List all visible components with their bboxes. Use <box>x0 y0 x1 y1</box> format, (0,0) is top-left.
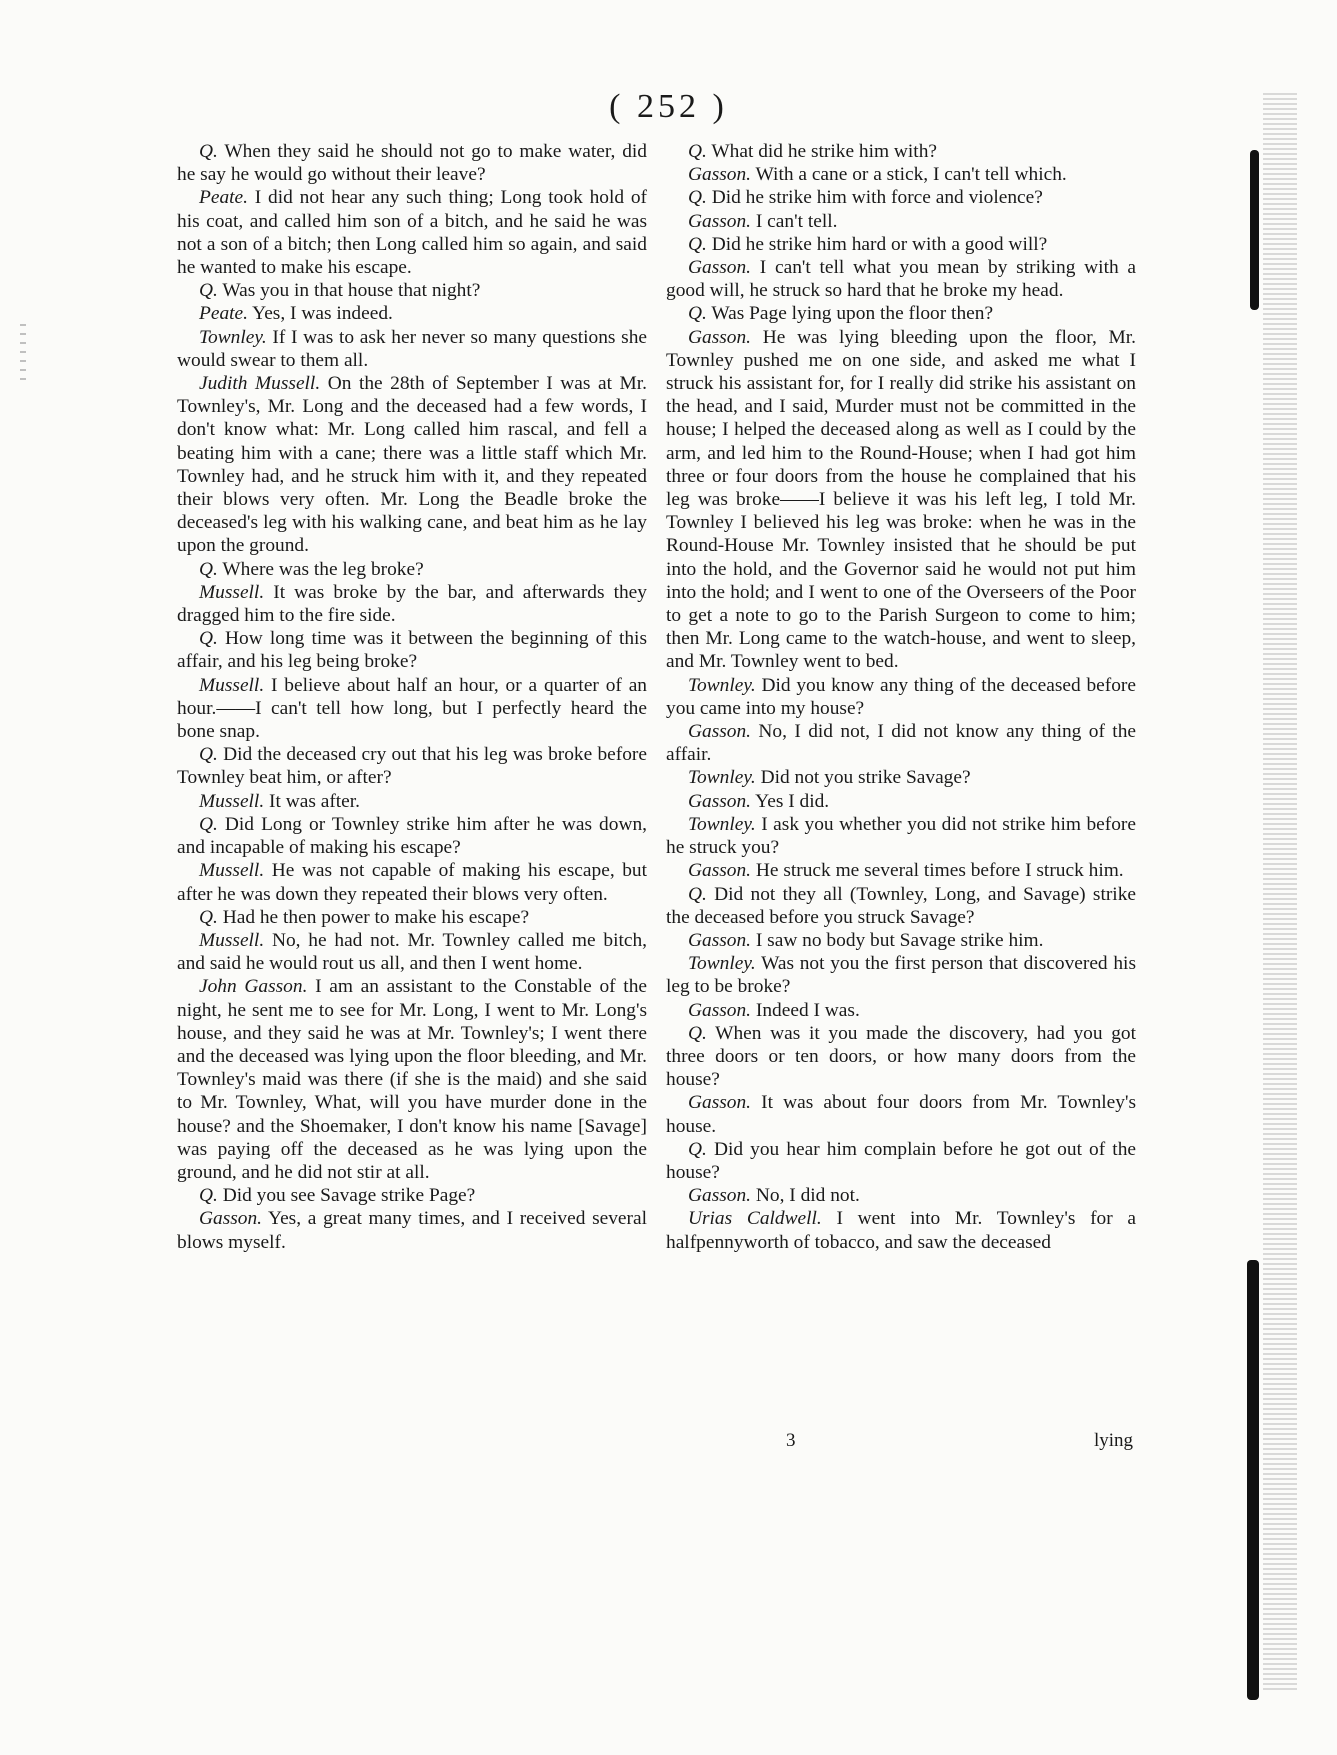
paragraph-text: It was broke by the bar, and afterwards they dragged him to the fire side. <box>177 581 647 627</box>
paragraph-text: Did he strike him with force and violence? <box>706 187 1043 209</box>
speaker-label: Q. <box>199 813 218 835</box>
speaker-label: Q. <box>199 141 218 162</box>
paragraph-text: When was it you made the discovery, had you got three doors or ten doors, or how many doors from the house? <box>666 1022 1136 1091</box>
speaker-label: Q. <box>688 883 707 905</box>
signature-mark: 3 <box>786 1430 796 1451</box>
paragraph <box>666 952 1136 998</box>
paragraph <box>666 1207 1136 1253</box>
paragraph <box>666 210 1136 233</box>
paragraph <box>177 1184 647 1207</box>
paragraph-text: He struck me several times before I struck him. <box>751 860 1124 882</box>
paragraph-text: I am an assistant to the Constable of the night, he sent me to see for Mr. Long, I went to Mr. Long's house, and they said he was at Mr. Townley's; I went there and the deceased was lying upon the floor bleeding, and Mr. Townley's maid was there (if she is the maid) and she said to Mr. Townley, What, will you have murder done in the house? and the Shoemaker, I don't know his name [Savage] was paying off the deceased as he was lying upon the ground, and he did not stir at all. <box>177 976 647 1183</box>
paragraph-text: Did the deceased cry out that his leg was broke before Townley beat him, or after? <box>177 744 647 789</box>
speaker-label: Gasson. <box>688 860 752 882</box>
paragraph-text: He was lying bleeding upon the floor, Mr. Townley pushed me on one side, and asked me what I struck his assistant for, for I really did strike his assistant on the head, and I said, Murder must not be committed in the house; I helped the deceased along as well as I could by the arm, and led him to the Round-House; when I had got him three or four doors from the house he complained that his leg was broke——I believe it was his left leg, I told Mr. Townley I believed his leg was broke: when he was in the Round-House Mr. Townley insisted that he should be put into the hold, and the Governor said he would not put him into the hold; and I went to one of the Overseers of the Poor to get a note to go to the Parish Surgeon to come to him; then Mr. Long came to the watch-house, and went to sleep, and Mr. Townley went to bed. <box>666 326 1136 673</box>
speaker-label: Q. <box>688 303 707 325</box>
paragraph-text: No, he had not. Mr. Townley called me bitch, and said he would rout us all, and then I went home. <box>177 929 647 975</box>
speaker-label: Peate. <box>199 187 248 209</box>
paragraph <box>177 813 647 859</box>
speaker-label: Townley. <box>688 767 756 789</box>
speaker-label: Gasson. <box>199 1208 263 1230</box>
speaker-label: Mussell. <box>199 929 265 951</box>
paragraph <box>666 1138 1136 1184</box>
speaker-label: Mussell. <box>199 790 265 812</box>
paragraph-text: On the 28th of September I was at Mr. Townley's, Mr. Long and the deceased had a few words, I don't know what: Mr. Long called him rascal, and fell a beating him with a cane; there was a little staff which Mr. Townley had, and he struck him with it, and they repeated their blows very often. Mr. Long the Beadle broke the deceased's leg with his walking cane, and beat him as he lay upon the ground. <box>177 373 647 557</box>
paragraph <box>177 929 647 975</box>
paragraph-text: Where was the leg broke? <box>217 558 424 580</box>
paragraph-text: I ask you whether you did not strike him before he struck you? <box>666 813 1136 859</box>
paragraph <box>666 929 1136 952</box>
paragraph <box>666 140 1136 163</box>
paragraph-text: It was after. <box>264 790 361 812</box>
speaker-label: Townley. <box>199 326 267 348</box>
paragraph <box>666 233 1136 256</box>
paragraph-text: Yes, I was indeed. <box>248 303 393 325</box>
paragraph <box>666 326 1136 674</box>
paragraph-text: He was not capable of making his escape, but after he was down they repeated their blows very often. <box>177 860 647 905</box>
speaker-label: Q. <box>199 558 218 580</box>
paragraph-text: Did he strike him hard or with a good will? <box>706 233 1048 255</box>
right-column <box>666 140 1136 1254</box>
paragraph-text: I can't tell. <box>751 210 838 232</box>
speaker-label: Peate. <box>199 303 248 325</box>
speaker-label: Q. <box>688 1138 707 1160</box>
scan-left-noise <box>20 320 26 380</box>
paragraph-text: Did you hear him complain before he got out of the house? <box>666 1138 1136 1183</box>
paragraph <box>177 279 647 302</box>
speaker-label: Gasson. <box>688 790 752 812</box>
paragraph-text: I went into Mr. Townley's for a halfpennyworth of tobacco, and saw the deceased <box>666 1208 1136 1253</box>
speaker-label: John Gasson. <box>199 976 308 998</box>
speaker-label: Townley. <box>688 813 756 835</box>
catchword: lying <box>1094 1430 1134 1451</box>
paragraph-text: No, I did not. <box>751 1185 860 1207</box>
speaker-label: Gasson. <box>688 1092 752 1114</box>
paragraph-text: I did not hear any such thing; Long took hold of his coat, and called him son of a bitch, and he said he was not a son of a bitch; then Long called him so again, and said he wanted to make his escape. <box>177 187 647 279</box>
paragraph <box>177 581 647 627</box>
paragraph-text: How long time was it between the beginning of this affair, and his leg being broke? <box>177 628 647 673</box>
paragraph-text: I can't tell what you mean by striking with a good will, he struck so hard that he broke my head. <box>666 257 1136 302</box>
paragraph-text: Did not they all (Townley, Long, and Savage) strike the deceased before you struck Savage? <box>666 883 1136 928</box>
paragraph <box>666 1022 1136 1092</box>
paragraph <box>177 302 647 325</box>
speaker-label: Gasson. <box>688 1185 752 1207</box>
paragraph <box>177 1207 647 1253</box>
paragraph-text: Yes I did. <box>751 790 830 812</box>
left-column <box>177 140 647 1254</box>
paragraph-text: Did not you strike Savage? <box>755 767 971 789</box>
paragraph <box>177 372 647 558</box>
speaker-label: Q. <box>199 628 218 650</box>
paragraph-text: I believe about half an hour, or a quarter of an hour.——I can't tell how long, but I perfectly heard the bone snap. <box>177 674 647 743</box>
paragraph <box>666 790 1136 813</box>
paragraph <box>177 906 647 929</box>
paragraph <box>177 975 647 1184</box>
speaker-label: Mussell. <box>199 674 265 696</box>
paragraph-text: Had he then power to make his escape? <box>217 906 530 928</box>
paragraph <box>666 1184 1136 1207</box>
paragraph <box>666 186 1136 209</box>
speaker-label: Urias Caldwell. <box>688 1208 822 1230</box>
paragraph <box>666 163 1136 186</box>
paragraph <box>666 859 1136 882</box>
paragraph-text: I saw no body but Savage strike him. <box>751 929 1044 951</box>
paragraph-text: Was you in that house that night? <box>217 280 481 302</box>
speaker-label: Q. <box>688 141 707 162</box>
speaker-label: Gasson. <box>688 721 752 743</box>
speaker-label: Q. <box>688 187 707 209</box>
paragraph <box>666 883 1136 929</box>
speaker-label: Gasson. <box>688 210 752 232</box>
paragraph <box>666 720 1136 766</box>
speaker-label: Townley. <box>688 674 756 696</box>
paragraph <box>666 999 1136 1022</box>
speaker-label: Q. <box>688 233 707 255</box>
paragraph-text: When they said he should not go to make water, did he say he would go without their leave? <box>177 141 647 186</box>
paragraph-text: Did you know any thing of the deceased before you came into my house? <box>666 674 1136 719</box>
paragraph-text: Was not you the first person that discovered his leg to be broke? <box>666 953 1136 998</box>
paragraph-text: With a cane or a stick, I can't tell which. <box>751 164 1067 186</box>
scan-edge-noise <box>1263 90 1297 1690</box>
page-number: ( 252 ) <box>609 88 728 125</box>
scan-edge-shadow <box>1247 1260 1259 1700</box>
paragraph <box>177 790 647 813</box>
paragraph <box>666 674 1136 720</box>
speaker-label: Mussell. <box>199 581 265 603</box>
paragraph <box>177 743 647 789</box>
paragraph <box>177 627 647 673</box>
speaker-label: Mussell. <box>199 860 265 882</box>
speaker-label: Gasson. <box>688 257 752 279</box>
paragraph <box>177 558 647 581</box>
speaker-label: Townley. <box>688 953 756 975</box>
speaker-label: Gasson. <box>688 929 752 951</box>
speaker-label: Q. <box>199 906 218 928</box>
paragraph-text: It was about four doors from Mr. Townley's house. <box>666 1092 1136 1137</box>
paragraph <box>666 813 1136 859</box>
paragraph <box>177 326 647 372</box>
speaker-label: Gasson. <box>688 999 752 1021</box>
paragraph <box>666 1091 1136 1137</box>
paragraph-text: Did Long or Townley strike him after he was down, and incapable of making his escape? <box>177 813 647 859</box>
speaker-label: Q. <box>199 280 218 302</box>
paragraph <box>666 302 1136 325</box>
paragraph-text: Was Page lying upon the floor then? <box>706 303 994 325</box>
speaker-label: Q. <box>199 1185 218 1207</box>
speaker-label: Q. <box>199 744 218 766</box>
paragraph <box>666 766 1136 789</box>
paragraph <box>177 674 647 744</box>
paragraph-text: What did he strike him with? <box>706 141 937 162</box>
paragraph-text: Yes, a great many times, and I received several blows myself. <box>177 1208 647 1253</box>
scan-edge-shadow <box>1250 150 1259 310</box>
speaker-label: Q. <box>688 1022 707 1044</box>
paragraph-text: No, I did not, I did not know any thing of the affair. <box>666 721 1136 766</box>
paragraph <box>177 186 647 279</box>
speaker-label: Judith Mussell. <box>199 373 321 395</box>
paragraph-text: If I was to ask her never so many questions she would swear to them all. <box>177 326 647 371</box>
speaker-label: Gasson. <box>688 164 752 186</box>
paragraph-text: Did you see Savage strike Page? <box>217 1185 476 1207</box>
paragraph <box>177 859 647 905</box>
paragraph-text: Indeed I was. <box>751 999 860 1021</box>
paragraph <box>177 140 647 186</box>
paragraph <box>666 256 1136 302</box>
speaker-label: Gasson. <box>688 326 752 348</box>
